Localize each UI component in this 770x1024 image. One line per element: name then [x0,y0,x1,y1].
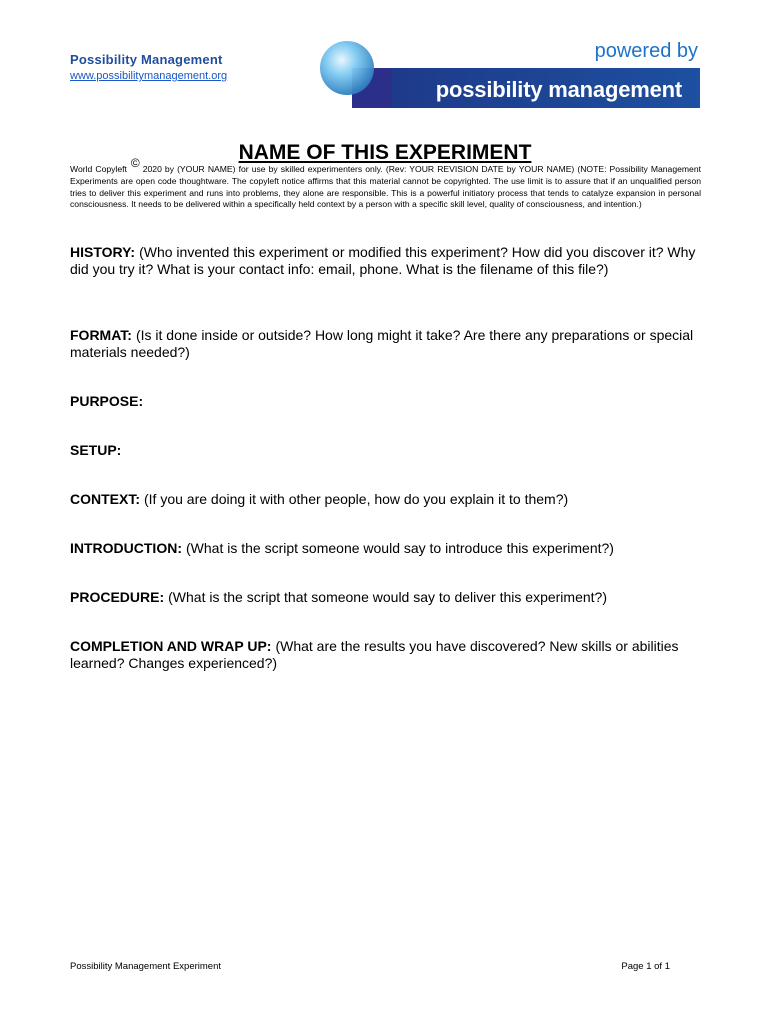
footer-document-name: Possibility Management Experiment [70,961,222,972]
section-label: HISTORY: [70,244,136,260]
footer-page-number: Page 1 of 1 [621,961,670,972]
section-text: (If you are doing it with other people, how do you explain it to them?) [144,491,569,507]
header-org-block [70,52,227,82]
section-label: SETUP: [70,442,122,458]
org-url-link[interactable]: www.possibilitymanagement.org [70,70,228,82]
copyleft-prefix: World Copyleft [70,164,127,174]
section-label: FORMAT: [70,327,132,343]
copyleft-symbol-icon: © [130,156,140,170]
section-label: PROCEDURE: [70,589,165,605]
section-label: COMPLETION AND WRAP UP: [70,638,272,654]
section-text: (What is the script that someone would say to deliver this experiment?) [168,589,607,605]
logo-name: possibility management [435,77,682,102]
possibility-management-logo [320,40,700,112]
section-text: (Who invented this experiment or modified this experiment? How did you discover it? Why did you try it? What is your contact info: email, phone. What is the filename of this file?) [70,244,696,278]
section-text: (What is the script someone would say to introduce this experiment?) [186,540,614,556]
section-text: (Is it done inside or outside? How long might it take? Are there any preparations or special materials needed?) [70,327,694,361]
section-setup [70,442,702,459]
section-procedure [70,589,702,606]
section-purpose [70,393,702,410]
section-context [70,491,702,508]
copyleft-notice [70,156,701,211]
section-completion [70,638,702,672]
org-name: Possibility Management [70,52,223,67]
logo-tagline: powered by [594,40,698,62]
section-label: INTRODUCTION: [70,540,182,556]
section-format [70,327,702,361]
copyleft-text: 2020 by (YOUR NAME) for use by skilled experimenters only. (Rev: YOUR REVISION DATE by YOUR NAME) (NOTE: Possibility Management Experiments are open code thoughtware. The copyleft notice affirms that this material cannot be copyrighted. The use limit is to assure that if an unqualified person tries to deliver this experiment and runs into problems, they alone are responsible. This is a powerful initiatory process that tends to catalyze expansion in personal consciousness. It needs to be delivered within a specifically held context by a person with a specific skill level, quality of consciousness, and intention.) [70,164,701,210]
section-label: CONTEXT: [70,491,140,507]
page-title: NAME OF THIS EXPERIMENT [238,141,532,164]
section-history [70,244,702,278]
section-label: PURPOSE: [70,393,144,409]
section-introduction [70,540,702,557]
section-text: (What are the results you have discovered? New skills or abilities learned? Changes experienced?) [70,638,679,672]
